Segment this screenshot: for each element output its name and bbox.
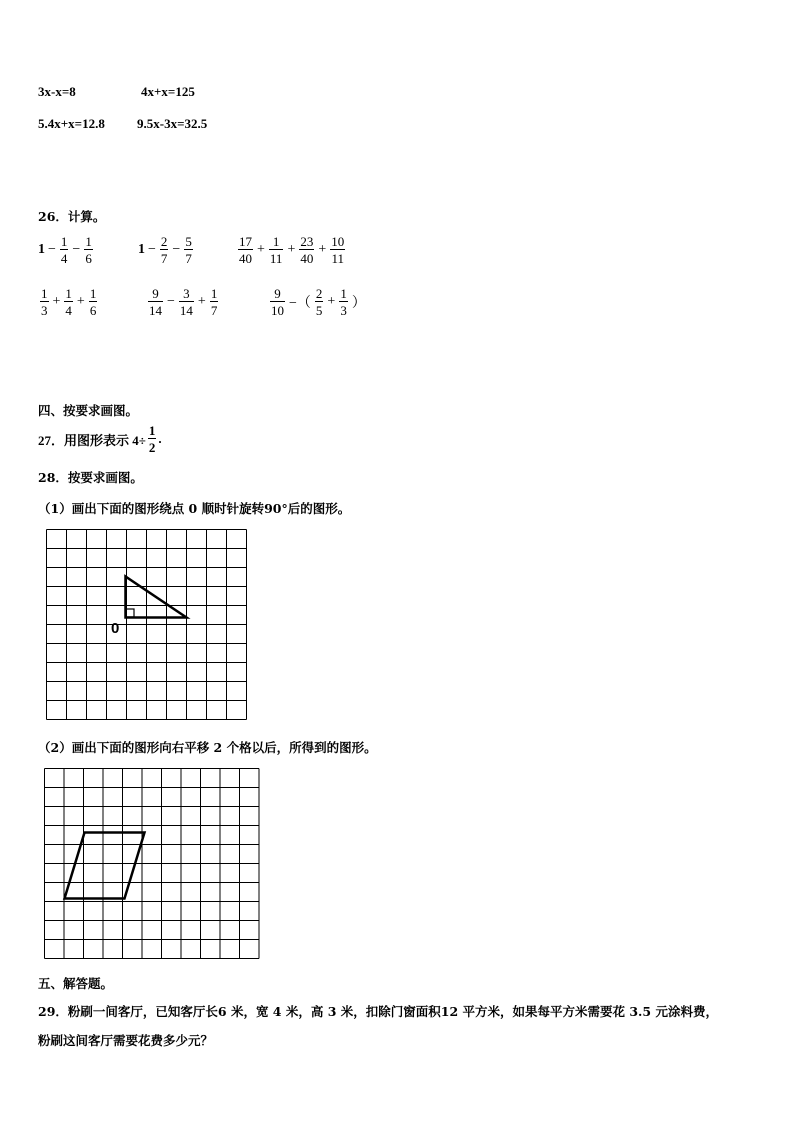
operator: +	[52, 294, 61, 309]
denominator: 3	[41, 303, 48, 318]
equation-4: 9.5x-3x=32.5	[137, 116, 208, 131]
denominator: 7	[210, 303, 218, 318]
parallelogram-shape	[65, 833, 145, 899]
numerator: 1	[85, 234, 92, 249]
equation-1: 3x-x=8	[38, 84, 76, 99]
denominator: 14	[179, 303, 193, 318]
numerator: 3	[183, 286, 190, 301]
denominator: 6	[85, 251, 92, 266]
question-28-part1: （1）画出下面的图形绕点 0 顺时针旋转90°后的图形。	[38, 501, 351, 516]
lead-number: 1	[138, 242, 145, 257]
operator: ）	[351, 296, 366, 311]
question-27-suffix: .	[158, 431, 162, 446]
operator: −	[148, 242, 156, 257]
section-4-title: 四、按要求画图。	[38, 403, 139, 418]
numerator: 23	[300, 234, 314, 249]
numerator: 1	[340, 286, 347, 301]
numerator: 1	[65, 286, 72, 301]
operator: −	[167, 294, 175, 309]
denominator: 7	[160, 251, 168, 266]
fraction	[148, 287, 163, 317]
fraction	[184, 235, 193, 265]
equation-3: 5.4x+x=12.8	[38, 116, 105, 131]
denominator: 7	[185, 251, 192, 266]
denominator: 40	[239, 251, 252, 266]
numerator: 2	[160, 234, 168, 249]
expression-6	[268, 287, 368, 317]
fraction	[148, 424, 157, 454]
denominator: 4	[60, 251, 68, 266]
numerator: 17	[239, 234, 252, 249]
numerator: 9	[274, 286, 281, 301]
fraction	[269, 235, 284, 265]
operator: +	[197, 294, 206, 309]
denominator: 4	[65, 303, 72, 318]
denominator: 6	[89, 303, 97, 318]
question-29-line-2: 粉刷这间客厅需要花费多少元？	[38, 1033, 214, 1048]
grid-2	[44, 768, 260, 962]
numerator: 1	[272, 234, 280, 249]
point-o-label: 0	[111, 620, 120, 637]
numerator: 9	[152, 286, 159, 301]
fraction	[179, 287, 194, 317]
equation-2: 4x+x=125	[141, 84, 195, 99]
numerator: 2	[315, 286, 323, 301]
fraction	[160, 235, 169, 265]
fraction	[330, 235, 345, 265]
fraction	[238, 235, 253, 265]
operator: +	[327, 294, 336, 309]
question-27-text: 27．用图形表示 4÷	[38, 432, 146, 448]
fraction	[210, 287, 219, 317]
expression-2	[138, 235, 195, 265]
numerator: 10	[331, 234, 345, 249]
lead-number: 1	[38, 242, 45, 257]
fraction	[40, 287, 49, 317]
triangle-shape	[126, 577, 187, 618]
grid-1	[46, 529, 250, 724]
fraction	[64, 287, 73, 317]
operator: −	[72, 242, 81, 257]
section-5-title: 五、解答题。	[38, 976, 114, 991]
operator: +	[76, 294, 85, 309]
denominator: 2	[148, 440, 156, 455]
operator: +	[318, 242, 327, 257]
fraction	[270, 287, 285, 317]
numerator: 1	[210, 286, 218, 301]
denominator: 40	[300, 251, 314, 266]
expression-4	[38, 287, 99, 317]
operator: −	[172, 242, 181, 257]
fraction	[339, 287, 348, 317]
numerator: 1	[41, 286, 48, 301]
question-27	[38, 424, 162, 454]
operator: −（	[289, 296, 311, 311]
denominator: 3	[340, 303, 347, 318]
fraction	[315, 287, 324, 317]
operator: +	[287, 242, 296, 257]
fraction	[60, 235, 69, 265]
question-29-line-1: 29．粉刷一间客厅，已知客厅长6 米，宽 4 米，高 3 米，扣除门窗面积12 平方米，如果每平方米需要花 3.5 元涂料费，	[38, 1004, 718, 1019]
expression-3	[236, 235, 347, 265]
question-28-title: 28．按要求画图。	[38, 470, 143, 485]
expression-5	[146, 287, 220, 317]
denominator: 11	[269, 251, 283, 266]
fraction	[89, 287, 98, 317]
operator: −	[48, 242, 56, 257]
numerator: 1	[60, 234, 68, 249]
question-26-title: 26．计算。	[38, 209, 106, 224]
numerator: 1	[89, 286, 97, 301]
fraction	[299, 235, 314, 265]
expression-1	[38, 235, 95, 265]
right-angle-mark	[126, 609, 134, 617]
denominator: 14	[149, 303, 162, 318]
denominator: 10	[271, 303, 284, 318]
denominator: 11	[331, 251, 345, 266]
numerator: 5	[185, 234, 192, 249]
question-28-part2: （2）画出下面的图形向右平移 2 个格以后，所得到的图形。	[38, 740, 377, 755]
numerator: 1	[148, 423, 156, 438]
denominator: 5	[315, 303, 323, 318]
fraction	[84, 235, 93, 265]
operator: +	[257, 242, 265, 257]
